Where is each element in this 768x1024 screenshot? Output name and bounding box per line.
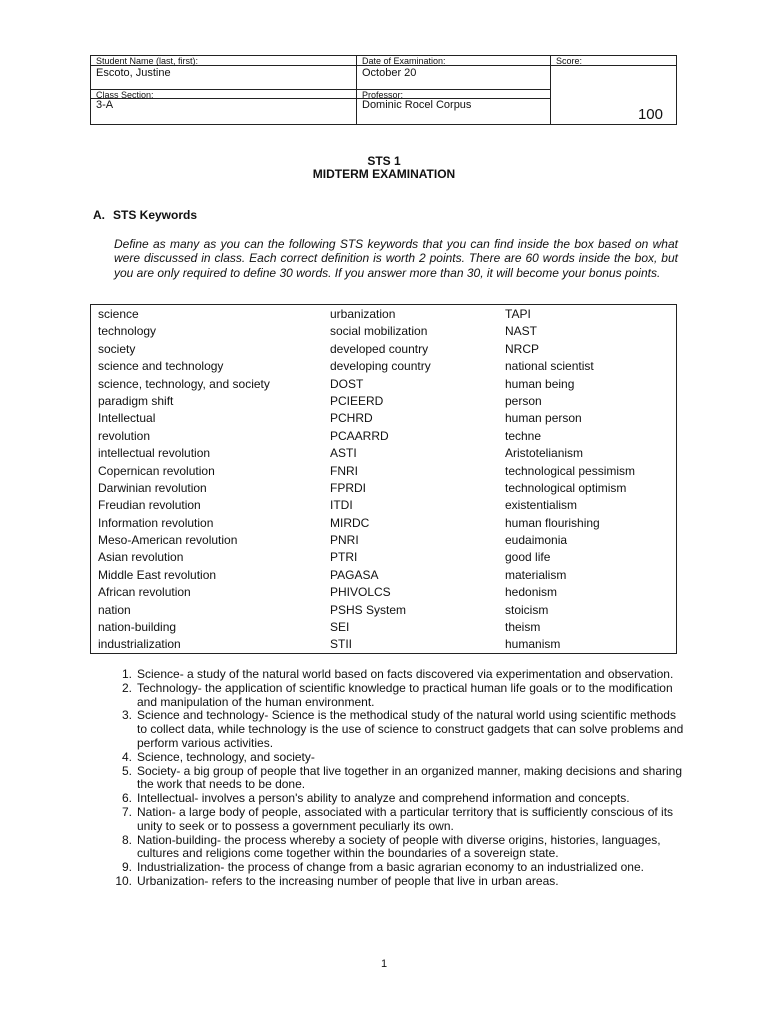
keyword-item: Aristotelianism [505,446,584,461]
keyword-item: society [98,341,136,356]
keyword-item: Middle East revolution [98,567,217,582]
definition-item [114,792,684,806]
keyword-item: PCHRD [330,411,373,426]
keyword-item: NAST [505,324,538,339]
definition-text: Nation- a large body of people, associated with a particular territory that is sufficiently conscious of its unity to seek or to possess a government peculiarly its own. [137,804,674,833]
page-number: 1 [380,958,388,970]
definition-number: 6. [121,791,132,806]
keyword-item: eudaimonia [505,533,568,548]
keyword-item: human flourishing [505,515,600,530]
keyword-item: techne [505,428,542,443]
definition-number: 1. [121,667,132,681]
keyword-item: MIRDC [330,515,370,530]
keyword-item: Copernican revolution [98,463,215,478]
keyword-item: science [98,307,139,321]
keyword-item: materialism [505,567,567,582]
section-heading [93,208,197,222]
definition-number: 2. [121,680,132,695]
definition-number: 3. [121,708,132,723]
instructions: Define as many as you can the following STS keywords that you can find inside the box based on what were discussed in class. Each correct definition is worth 2 points. There are 60 words inside the box, but you are only required to define 30 words. If you answer more than 30, it will become your bonus points. [114,237,678,280]
keyword-item: Darwinian revolution [98,480,207,495]
section-title: STS Keywords [113,208,198,222]
keyword-item: developed country [330,341,429,356]
definition-number: 4. [121,749,132,764]
definition-item [114,709,684,750]
keyword-item: Freudian revolution [98,498,201,513]
class-section-value: 3-A [96,99,114,111]
definition-item [114,861,684,875]
professor-value: Dominic Rocel Corpus [362,99,472,111]
keyword-item: science and technology [98,359,224,374]
keyword-item: STII [330,637,353,652]
keyword-item: Intellectual [98,411,156,426]
keyword-item: ASTI [330,446,357,461]
keyword-column-3 [505,306,635,654]
keyword-item: paradigm shift [98,393,174,408]
keyword-item: Meso-American revolution [98,533,238,548]
keyword-item: person [505,393,542,408]
definition-text: Urbanization- refers to the increasing number of people that live in urban areas. [137,873,559,888]
date-label: Date of Examination: [362,56,446,66]
keyword-item: NRCP [505,341,540,356]
keyword-item: PAGASA [330,567,379,582]
keyword-item: industrialization [98,637,181,652]
definition-text: Society- a big group of people that live together in an organized manner, making decisions and sharing the work that needs to be done. [137,763,683,792]
definition-text: Nation-building- the process whereby a society of people with diverse origins, histories, languages, cultures and religions come together within the boundaries of a sovereign state. [137,832,661,861]
definition-text: Science and technology- Science is the methodical study of the natural world using scientific methods to collect data, while technology is the use of science to construct gadgets that can solve problems and perform various activities. [137,708,684,750]
keyword-item: revolution [98,428,151,443]
definition-item [114,765,684,793]
keyword-item: science, technology, and society [98,376,270,391]
keyword-item: human person [505,411,582,426]
keyword-item: national scientist [505,359,594,374]
class-section-label: Class Section: [96,90,154,100]
keyword-item: human being [505,376,575,391]
keyword-item: urbanization [330,307,396,321]
keyword-item: technology [98,324,157,339]
definition-text: Technology- the application of scientific knowledge to practical human life goals or to the modification and manipulation of the human environment. [137,680,673,709]
keyword-item: theism [505,620,541,635]
keyword-item: PNRI [330,533,359,548]
keyword-item: FNRI [330,463,358,478]
keyword-item: existentialism [505,498,578,513]
keyword-item: FPRDI [330,480,366,495]
keyword-item: technological pessimism [505,463,636,478]
keyword-item: hedonism [505,585,558,600]
definition-item [114,806,684,834]
definition-item [114,682,684,710]
course-title: STS 1 [367,154,401,168]
keyword-item: PCIEERD [330,393,384,408]
definition-item [114,668,684,682]
definition-number: 10. [115,873,132,888]
section-letter: A. [93,208,105,222]
score-value: 100 [637,106,663,123]
keyword-item: nation [98,602,131,617]
keyword-item: PSHS System [330,602,407,617]
definition-text: Science- a study of the natural world based on facts discovered via experimentation and observation. [137,667,674,681]
definition-number: 7. [121,804,132,819]
keyword-item: social mobilization [330,324,428,339]
definition-item [114,875,684,889]
keyword-item: nation-building [98,620,177,635]
keyword-item: African revolution [98,585,191,600]
definition-number: 9. [121,860,132,875]
keyword-item: Information revolution [98,515,214,530]
score-label: Score: [556,56,583,66]
student-name-label: Student Name (last, first): [96,56,199,66]
keyword-box [90,304,677,654]
keyword-item: ITDI [330,498,353,513]
keyword-item: humanism [505,637,561,652]
definition-item [114,751,684,765]
keyword-column-2 [330,306,431,654]
date-value: October 20 [362,67,417,79]
keyword-item: SEI [330,620,350,635]
definition-number: 5. [121,763,132,778]
professor-label: Professor: [362,90,404,100]
keyword-item: good life [505,550,551,565]
definitions-list [114,668,684,889]
definition-text: Intellectual- involves a person's ability to analyze and comprehend information and concepts. [137,791,630,806]
keyword-item: PTRI [330,550,358,565]
student-info-box [90,55,677,125]
keyword-item: DOST [330,376,364,391]
keyword-item: PCAARRD [330,428,389,443]
definition-item [114,834,684,862]
keyword-item: stoicism [505,602,549,617]
student-name-value: Escoto, Justine [96,67,171,79]
definition-text: Industrialization- the process of change from a basic agrarian economy to an industrialized one. [137,860,644,875]
keyword-item: intellectual revolution [98,446,211,461]
definition-text: Science, technology, and society- [137,749,315,764]
keyword-item: technological optimism [505,480,627,495]
exam-title: MIDTERM EXAMINATION [312,167,456,181]
keyword-item: Asian revolution [98,550,184,565]
keyword-item: developing country [330,359,431,374]
keyword-item: PHIVOLCS [330,585,391,600]
keyword-item: TAPI [505,307,531,321]
definition-number: 8. [121,832,132,847]
keyword-column-1 [98,306,270,654]
